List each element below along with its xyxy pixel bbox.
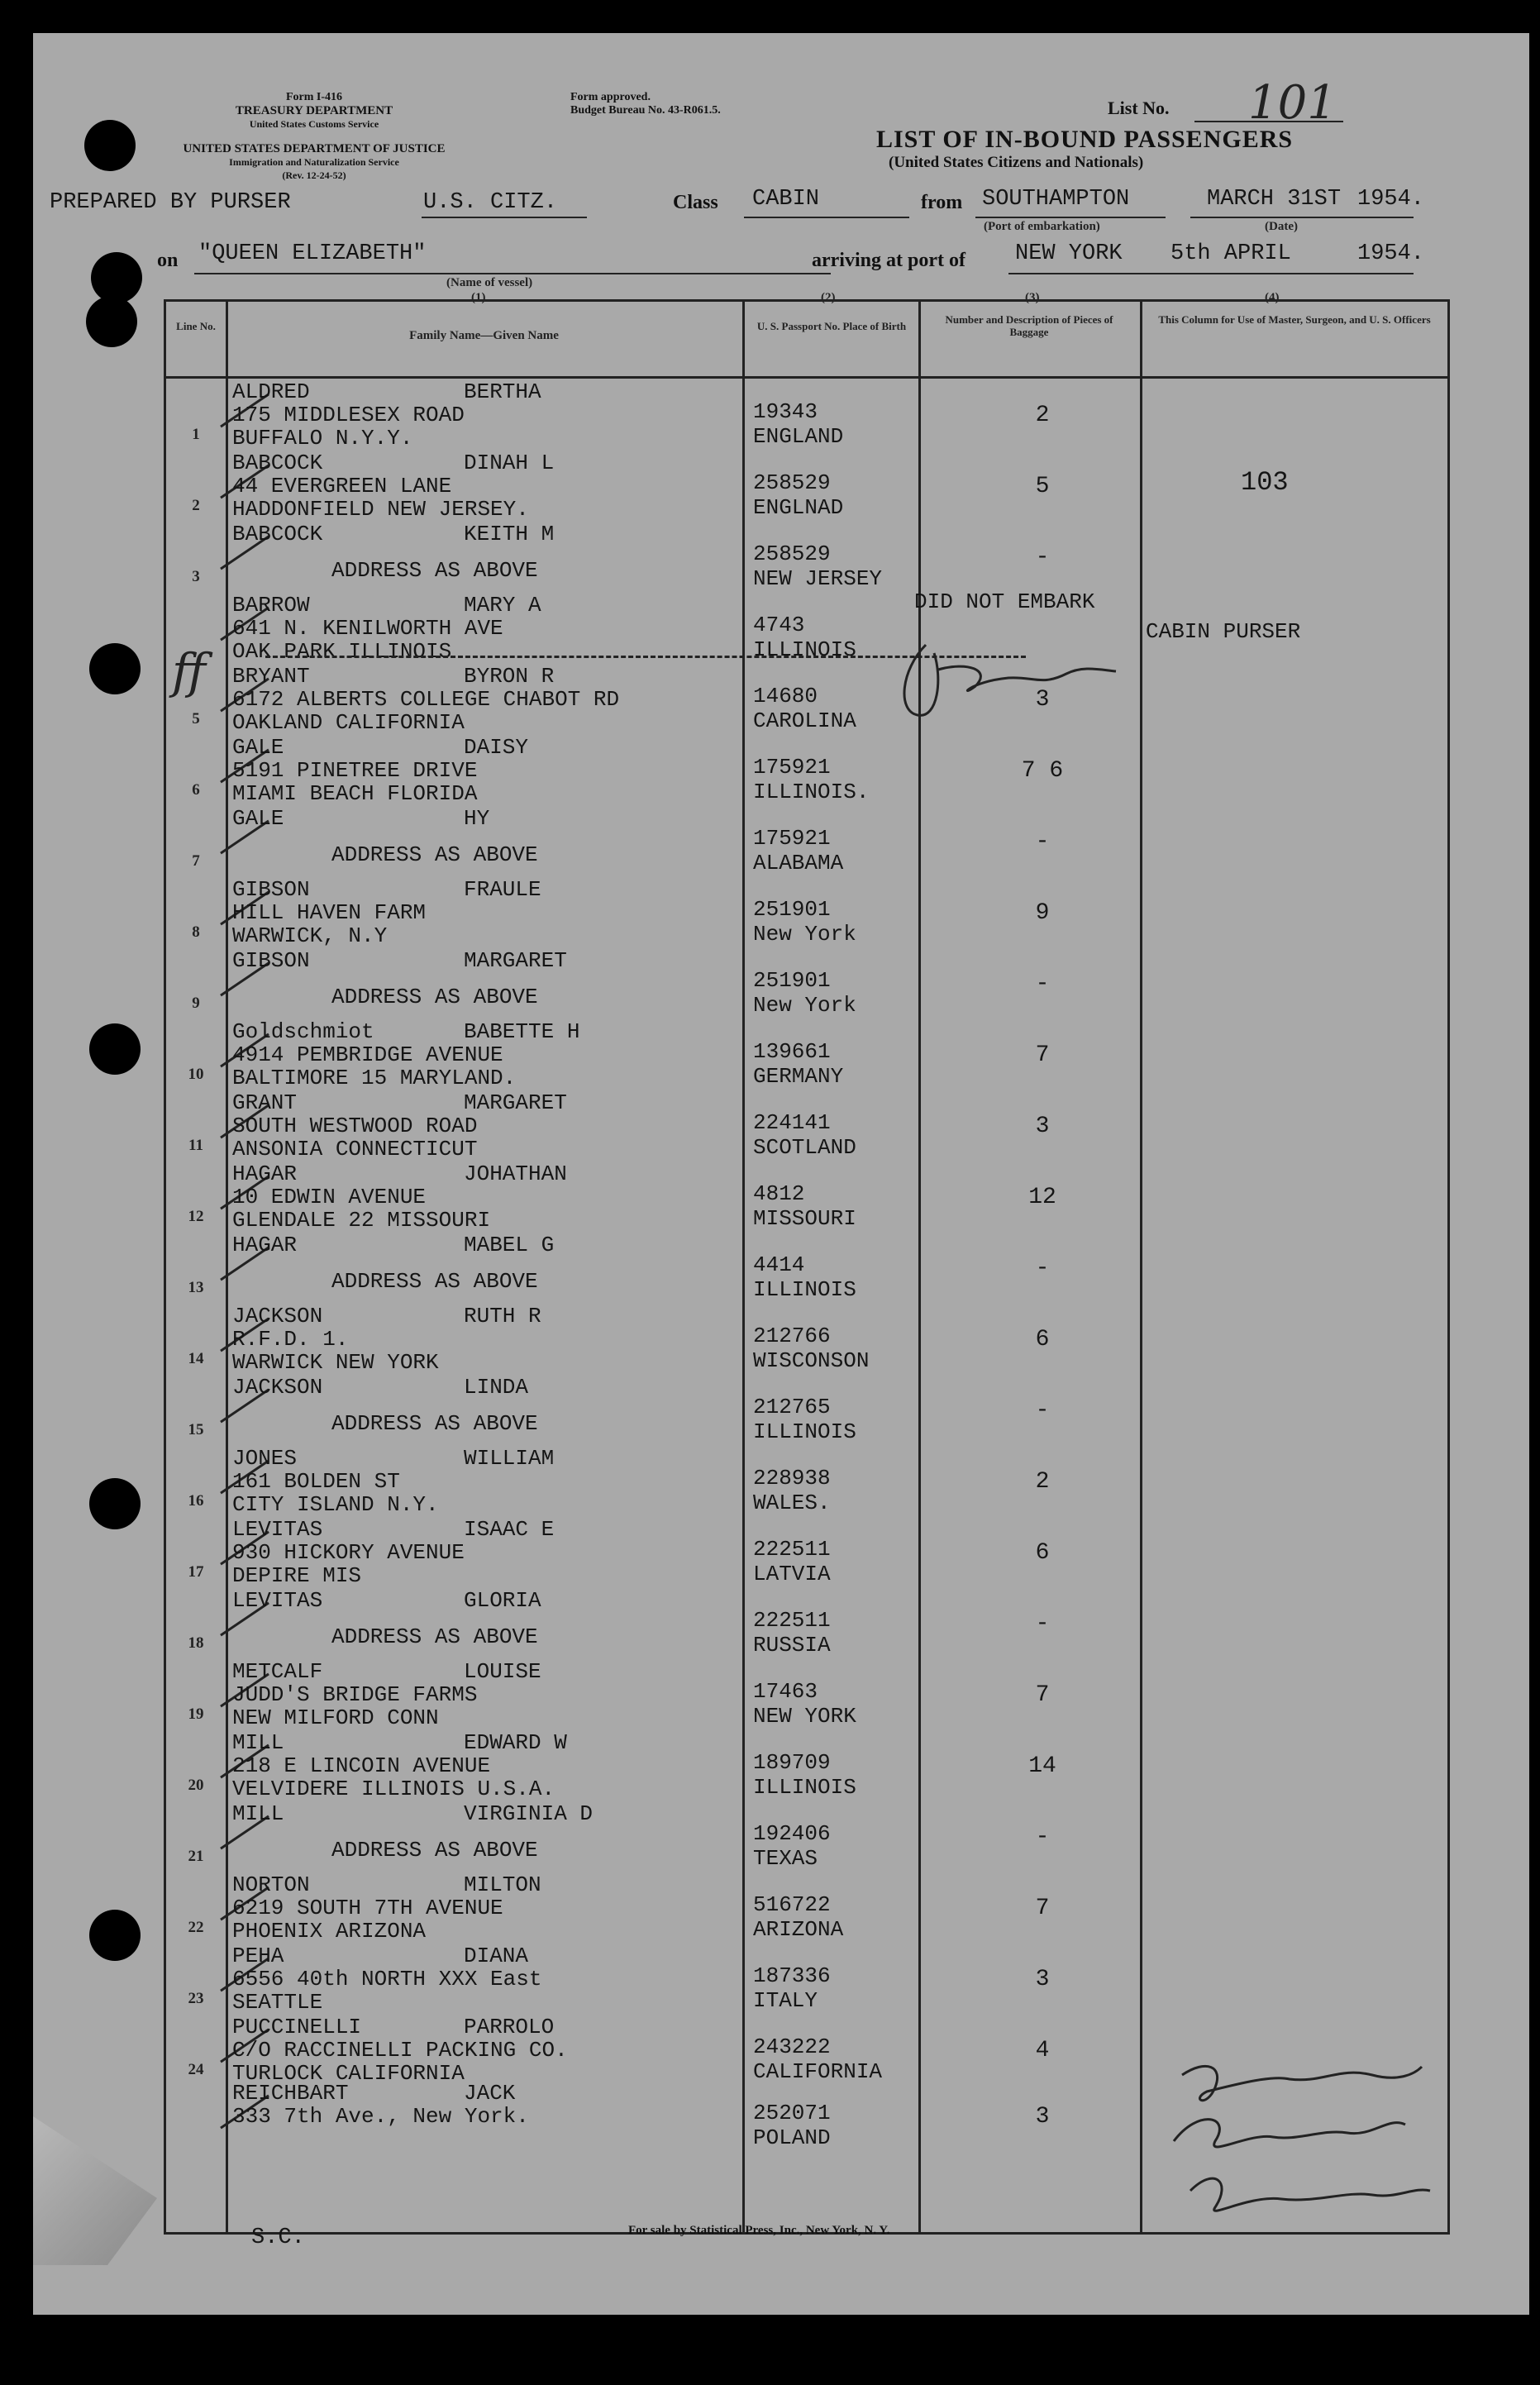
table-row	[166, 877, 1447, 948]
given-name: DIANA	[464, 1944, 529, 1968]
family-name: BABCOCK	[232, 522, 323, 546]
place-of-birth: MISSOURI	[753, 1206, 856, 1231]
table-row	[166, 1872, 1447, 1944]
address-line-2: WARWICK, N.Y	[232, 923, 388, 948]
place-of-birth: ILLINOIS	[753, 1419, 856, 1444]
passport-number: 17463	[753, 1679, 818, 1704]
address-line-2: OAKLAND CALIFORNIA	[232, 710, 465, 735]
family-name: LEVITAS	[232, 1588, 323, 1613]
purser-signature	[893, 637, 1141, 727]
table-row	[166, 1090, 1447, 1161]
place-of-birth: ILLINOIS	[753, 637, 856, 662]
family-name: LEVITAS	[232, 1517, 323, 1542]
given-name: DAISY	[464, 735, 529, 760]
given-name: RUTH R	[464, 1304, 541, 1328]
table-row	[166, 1019, 1447, 1090]
printer-note: For sale by Statistical Press, Inc., New York, N. Y.	[628, 2224, 890, 2237]
page-subtitle: (United States Citizens and Nationals)	[889, 154, 1144, 171]
family-name: NORTON	[232, 1872, 310, 1897]
place-of-birth: LATVIA	[753, 1562, 831, 1586]
given-name: WILLIAM	[464, 1446, 555, 1471]
passport-number: 251901	[753, 897, 831, 922]
line-number: 14	[188, 1350, 204, 1367]
line-number: 10	[188, 1066, 204, 1083]
address-line-1: 161 BOLDEN ST	[232, 1469, 400, 1494]
given-name: HY	[464, 806, 490, 831]
place-of-birth: CALIFORNIA	[753, 2059, 883, 2084]
address-as-above: ADDRESS AS ABOVE	[331, 558, 538, 583]
place-of-birth: WISCONSON	[753, 1348, 870, 1373]
folded-corner	[33, 2116, 157, 2265]
family-name: GIBSON	[232, 877, 310, 902]
table-row	[166, 1233, 1447, 1304]
address-line-2: MIAMI BEACH FLORIDA	[232, 781, 478, 806]
family-name: BRYANT	[232, 664, 310, 689]
given-name: DINAH L	[464, 451, 555, 475]
passport-number: 224141	[753, 1110, 831, 1135]
given-name: MABEL G	[464, 1233, 555, 1257]
citz-underline	[422, 217, 587, 218]
address-line-1: 10 EDWIN AVENUE	[232, 1185, 427, 1209]
baggage-count: 5	[1035, 474, 1050, 499]
given-name: MILTON	[464, 1872, 541, 1897]
place-of-birth: NEW JERSEY	[753, 566, 883, 591]
col-header-name: Family Name—Given Name	[409, 329, 559, 342]
passport-number: 175921	[753, 755, 831, 780]
passport-number: 175921	[753, 826, 831, 851]
family-name: MILL	[232, 1801, 284, 1826]
col-marker-2: (2)	[821, 291, 836, 304]
passport-number: 4414	[753, 1252, 805, 1277]
passenger-table	[164, 299, 1450, 2235]
table-row	[166, 806, 1447, 877]
arriving-label: arriving at port of	[812, 250, 965, 271]
punch-hole	[84, 120, 136, 171]
table-row	[166, 1375, 1447, 1446]
passport-number: 14680	[753, 684, 818, 708]
family-name: BARROW	[232, 593, 310, 618]
form-approved: Form approved.	[570, 91, 651, 103]
embark-year: 1954.	[1357, 187, 1425, 212]
table-row	[166, 1588, 1447, 1659]
passport-number: 258529	[753, 470, 831, 495]
address-line-2: ANSONIA CONNECTICUT	[232, 1137, 478, 1161]
table-row	[166, 522, 1447, 593]
line-number: 11	[188, 1137, 203, 1154]
family-name: BABCOCK	[232, 451, 323, 475]
passport-number: 187336	[753, 1963, 831, 1988]
address-line-1: 4914 PEMBRIDGE AVENUE	[232, 1042, 503, 1067]
table-row	[166, 451, 1447, 522]
officer-note: CABIN PURSER	[1146, 619, 1301, 644]
from-label: from	[921, 192, 963, 213]
table-row	[166, 1304, 1447, 1375]
line-number: 13	[188, 1279, 204, 1296]
line-number: 7	[192, 852, 200, 870]
baggage-count: 14	[1028, 1753, 1056, 1779]
col-header-baggage: Number and Description of Pieces of Baggage	[945, 313, 1113, 338]
treasury-dept: TREASURY DEPARTMENT	[235, 104, 393, 117]
baggage-count: -	[1035, 1256, 1050, 1281]
family-name: PEHA	[232, 1944, 284, 1968]
passport-number: 251901	[753, 968, 831, 993]
vessel-underline	[194, 273, 831, 274]
col-marker-3: (3)	[1025, 291, 1040, 304]
table-row	[166, 589, 1447, 664]
date-underline	[1190, 217, 1414, 218]
on-label: on	[157, 250, 179, 271]
table-row	[166, 1801, 1447, 1872]
budget-bureau: Budget Bureau No. 43-R061.5.	[570, 104, 721, 117]
place-of-birth: ILLINOIS.	[753, 780, 870, 804]
address-as-above: ADDRESS AS ABOVE	[331, 1838, 538, 1863]
punch-hole	[89, 1478, 141, 1529]
address-line-1: JUDD'S BRIDGE FARMS	[232, 1682, 478, 1707]
place-of-birth: NEW YORK	[753, 1704, 856, 1729]
baggage-count: 7	[1035, 1896, 1050, 1921]
table-row	[166, 1161, 1447, 1233]
family-name: HAGAR	[232, 1161, 298, 1186]
line-number: 2	[192, 497, 200, 514]
given-name: FRAULE	[464, 877, 541, 902]
class-label: Class	[673, 192, 718, 213]
passport-number: 212766	[753, 1324, 831, 1348]
given-name: MARGARET	[464, 1090, 567, 1115]
given-name: EDWARD W	[464, 1730, 567, 1755]
given-name: KEITH M	[464, 522, 555, 546]
address-line-2: OAK PARK ILLINOIS	[232, 639, 452, 664]
address-as-above: ADDRESS AS ABOVE	[331, 985, 538, 1009]
punch-hole	[86, 296, 137, 347]
bottom-initials: S.C.	[251, 2225, 305, 2250]
address-line-1: 6556 40th NORTH XXX East	[232, 1967, 542, 1991]
place-of-birth: SCOTLAND	[753, 1135, 856, 1160]
given-name: PARROLO	[464, 2015, 555, 2039]
place-of-birth: GERMANY	[753, 1064, 844, 1089]
table-row	[166, 1446, 1447, 1517]
prepared-by: PREPARED BY PURSER	[50, 190, 291, 215]
address-line-2: NEW MILFORD CONN	[232, 1705, 439, 1730]
baggage-count: 6	[1035, 1540, 1050, 1566]
baggage-count: 12	[1028, 1185, 1056, 1210]
address-as-above: ADDRESS AS ABOVE	[331, 1411, 538, 1436]
table-row	[166, 735, 1447, 806]
passport-number: 222511	[753, 1608, 831, 1633]
place-of-birth: ILLINOIS	[753, 1775, 856, 1800]
baggage-count: 2	[1035, 1469, 1050, 1495]
embark-date: MARCH 31ST	[1207, 187, 1342, 212]
arrival-year: 1954.	[1357, 241, 1425, 266]
ins-service: Immigration and Naturalization Service	[229, 156, 399, 168]
list-no-label: List No.	[1108, 98, 1170, 118]
baggage-count: 3	[1035, 1114, 1050, 1139]
document-sheet	[33, 33, 1529, 2315]
address-line-1: 6172 ALBERTS COLLEGE CHABOT RD	[232, 687, 620, 712]
line-number: 22	[188, 1919, 204, 1936]
given-name: JACK	[464, 2081, 516, 2106]
baggage-count: -	[1035, 1398, 1050, 1424]
line-number: 23	[188, 1990, 204, 2007]
col-marker-1: (1)	[471, 291, 486, 304]
family-name: JONES	[232, 1446, 298, 1471]
embark-port: SOUTHAMPTON	[982, 187, 1130, 212]
passport-number: 4743	[753, 613, 805, 637]
from-underline	[975, 217, 1166, 218]
address-line-1: 218 E LINCOIN AVENUE	[232, 1753, 491, 1778]
family-name: GIBSON	[232, 948, 310, 973]
address-line-1: HILL HAVEN FARM	[232, 900, 427, 925]
given-name: MARGARET	[464, 948, 567, 973]
passport-number: 189709	[753, 1750, 831, 1775]
address-line-2: TURLOCK CALIFORNIA	[232, 2061, 465, 2086]
family-name: METCALF	[232, 1659, 323, 1684]
family-name: JACKSON	[232, 1304, 323, 1328]
place-of-birth: New York	[753, 922, 856, 947]
line-number: 9	[192, 995, 200, 1012]
line-number: 21	[188, 1848, 204, 1865]
place-of-birth: WALES.	[753, 1491, 831, 1515]
citizenship: U.S. CITZ.	[423, 190, 558, 215]
baggage-count: DID NOT EMBARK	[914, 589, 1095, 614]
inspector-signature	[1157, 2050, 1438, 2232]
baggage-count: 3	[1035, 2104, 1050, 2130]
passport-number: 258529	[753, 541, 831, 566]
arrival-date: 5th APRIL	[1170, 241, 1291, 266]
passport-number: 19343	[753, 399, 818, 424]
punch-hole	[89, 1023, 141, 1075]
table-row	[166, 948, 1447, 1019]
given-name: BERTHA	[464, 379, 541, 404]
given-name: BYRON R	[464, 664, 555, 689]
address-as-above: ADDRESS AS ABOVE	[331, 842, 538, 867]
baggage-count: -	[1035, 545, 1050, 570]
line-number: 20	[188, 1777, 204, 1794]
passport-number: 228938	[753, 1466, 831, 1491]
place-of-birth: ENGLNAD	[753, 495, 844, 520]
place-of-birth: POLAND	[753, 2125, 831, 2150]
class-underline	[744, 217, 909, 218]
baggage-count: -	[1035, 1611, 1050, 1637]
place-of-birth: ENGLAND	[753, 424, 844, 449]
line-number: 15	[188, 1421, 204, 1438]
address-line-1: 333 7th Ave., New York.	[232, 2104, 529, 2129]
margin-mark: ff	[172, 643, 207, 699]
vessel-name: "QUEEN ELIZABETH"	[198, 241, 427, 266]
given-name: LINDA	[464, 1375, 529, 1400]
col-marker-4: (4)	[1265, 291, 1280, 304]
address-line-2: CITY ISLAND N.Y.	[232, 1492, 439, 1517]
address-as-above: ADDRESS AS ABOVE	[331, 1269, 538, 1294]
justice-dept: UNITED STATES DEPARTMENT OF JUSTICE	[183, 142, 446, 155]
place-of-birth: ARIZONA	[753, 1917, 844, 1942]
place-of-birth: RUSSIA	[753, 1633, 831, 1658]
address-line-1: 44 EVERGREEN LANE	[232, 474, 452, 498]
place-of-birth: New York	[753, 993, 856, 1018]
address-line-2: GLENDALE 22 MISSOURI	[232, 1208, 491, 1233]
baggage-count: 2	[1035, 403, 1050, 428]
class-value: CABIN	[752, 187, 820, 212]
baggage-count: 7 6	[1021, 758, 1064, 784]
table-row	[166, 1517, 1447, 1588]
address-line-1: C/O RACCINELLI PACKING CO.	[232, 2038, 568, 2063]
passport-number: 516722	[753, 1892, 831, 1917]
family-name: GRANT	[232, 1090, 298, 1115]
passport-number: 222511	[753, 1537, 831, 1562]
baggage-count: 3	[1035, 687, 1050, 713]
address-line-1: 175 MIDDLESEX ROAD	[232, 403, 465, 427]
family-name: HAGAR	[232, 1233, 298, 1257]
line-number: 16	[188, 1492, 204, 1510]
family-name: Goldschmiot	[232, 1019, 374, 1044]
punch-hole	[89, 643, 141, 694]
baggage-count: -	[1035, 1825, 1050, 1850]
baggage-count: 6	[1035, 1327, 1050, 1352]
given-name: JOHATHAN	[464, 1161, 567, 1186]
table-row	[166, 1659, 1447, 1730]
family-name: GALE	[232, 735, 284, 760]
date-label: (Date)	[1265, 220, 1298, 233]
embark-port-label: (Port of embarkation)	[984, 220, 1100, 233]
address-line-2: VELVIDERE ILLINOIS U.S.A.	[232, 1777, 555, 1801]
line-number: 8	[192, 923, 200, 941]
address-line-1: 6219 SOUTH 7TH AVENUE	[232, 1896, 503, 1920]
address-line-1: SOUTH WESTWOOD ROAD	[232, 1114, 478, 1138]
baggage-count: 9	[1035, 900, 1050, 926]
address-line-1: 930 HICKORY AVENUE	[232, 1540, 465, 1565]
address-as-above: ADDRESS AS ABOVE	[331, 1624, 538, 1649]
line-number: 6	[192, 781, 200, 799]
officer-note: 103	[1241, 467, 1289, 498]
address-line-2: DEPIRE MIS	[232, 1563, 362, 1588]
line-number: 18	[188, 1634, 204, 1652]
address-line-2: PHOENIX ARIZONA	[232, 1919, 427, 1944]
given-name: LOUISE	[464, 1659, 541, 1684]
family-name: REICHBART	[232, 2081, 349, 2106]
passport-number: 139661	[753, 1039, 831, 1064]
line-number: 1	[192, 426, 200, 443]
baggage-count: 4	[1035, 2038, 1050, 2063]
address-line-2: HADDONFIELD NEW JERSEY.	[232, 497, 529, 522]
col-header-officers: This Column for Use of Master, Surgeon, and U. S. Officers	[1158, 313, 1431, 326]
baggage-count: 7	[1035, 1682, 1050, 1708]
line-number: 12	[188, 1208, 204, 1225]
table-row	[166, 1944, 1447, 2015]
header-divider	[166, 376, 1447, 379]
place-of-birth: ITALY	[753, 1988, 818, 2013]
line-number: 24	[188, 2061, 204, 2078]
arrival-port: NEW YORK	[1015, 241, 1123, 266]
table-row	[166, 379, 1447, 451]
passport-number: 212765	[753, 1395, 831, 1419]
place-of-birth: TEXAS	[753, 1846, 818, 1871]
passport-number: 243222	[753, 2034, 831, 2059]
punch-hole	[89, 1910, 141, 1961]
address-line-1: 5191 PINETREE DRIVE	[232, 758, 478, 783]
arrival-underline	[1008, 273, 1414, 274]
baggage-count: -	[1035, 829, 1050, 855]
given-name: VIRGINIA D	[464, 1801, 594, 1826]
customs-service: United States Customs Service	[249, 118, 379, 130]
line-number: 5	[192, 710, 200, 727]
baggage-count: 3	[1035, 1967, 1050, 1992]
place-of-birth: ALABAMA	[753, 851, 844, 875]
baggage-count: 7	[1035, 1042, 1050, 1068]
family-name: JACKSON	[232, 1375, 323, 1400]
given-name: ISAAC E	[464, 1517, 555, 1542]
address-line-2: BALTIMORE 15 MARYLAND.	[232, 1066, 517, 1090]
vessel-label: (Name of vessel)	[446, 276, 533, 289]
family-name: GALE	[232, 806, 284, 831]
revision-date: (Rev. 12-24-52)	[282, 169, 346, 181]
address-line-2: BUFFALO N.Y.Y.	[232, 426, 413, 451]
baggage-count: -	[1035, 971, 1050, 997]
col-header-line-no: Line No.	[176, 320, 216, 332]
place-of-birth: CAROLINA	[753, 708, 856, 733]
page-title: LIST OF IN-BOUND PASSENGERS	[876, 126, 1294, 153]
list-number: 101	[1248, 76, 1337, 130]
given-name: MARY A	[464, 593, 541, 618]
place-of-birth: ILLINOIS	[753, 1277, 856, 1302]
form-number: Form I-416	[285, 91, 343, 103]
address-line-1: 641 N. KENILWORTH AVE	[232, 616, 503, 641]
table-row	[166, 664, 1447, 735]
address-line-2: SEATTLE	[232, 1990, 323, 2015]
col-header-passport: U. S. Passport No. Place of Birth	[756, 320, 907, 332]
family-name: MILL	[232, 1730, 284, 1755]
passport-number: 4812	[753, 1181, 805, 1206]
passport-number: 252071	[753, 2101, 831, 2125]
line-number: 17	[188, 1563, 204, 1581]
family-name: PUCCINELLI	[232, 2015, 362, 2039]
given-name: GLORIA	[464, 1588, 541, 1613]
line-number: 19	[188, 1705, 204, 1723]
given-name: BABETTE H	[464, 1019, 580, 1044]
address-line-2: WARWICK NEW YORK	[232, 1350, 439, 1375]
line-number: 3	[192, 568, 200, 585]
table-row	[166, 1730, 1447, 1801]
passport-number: 192406	[753, 1821, 831, 1846]
family-name: ALDRED	[232, 379, 310, 404]
address-line-1: R.F.D. 1.	[232, 1327, 349, 1352]
